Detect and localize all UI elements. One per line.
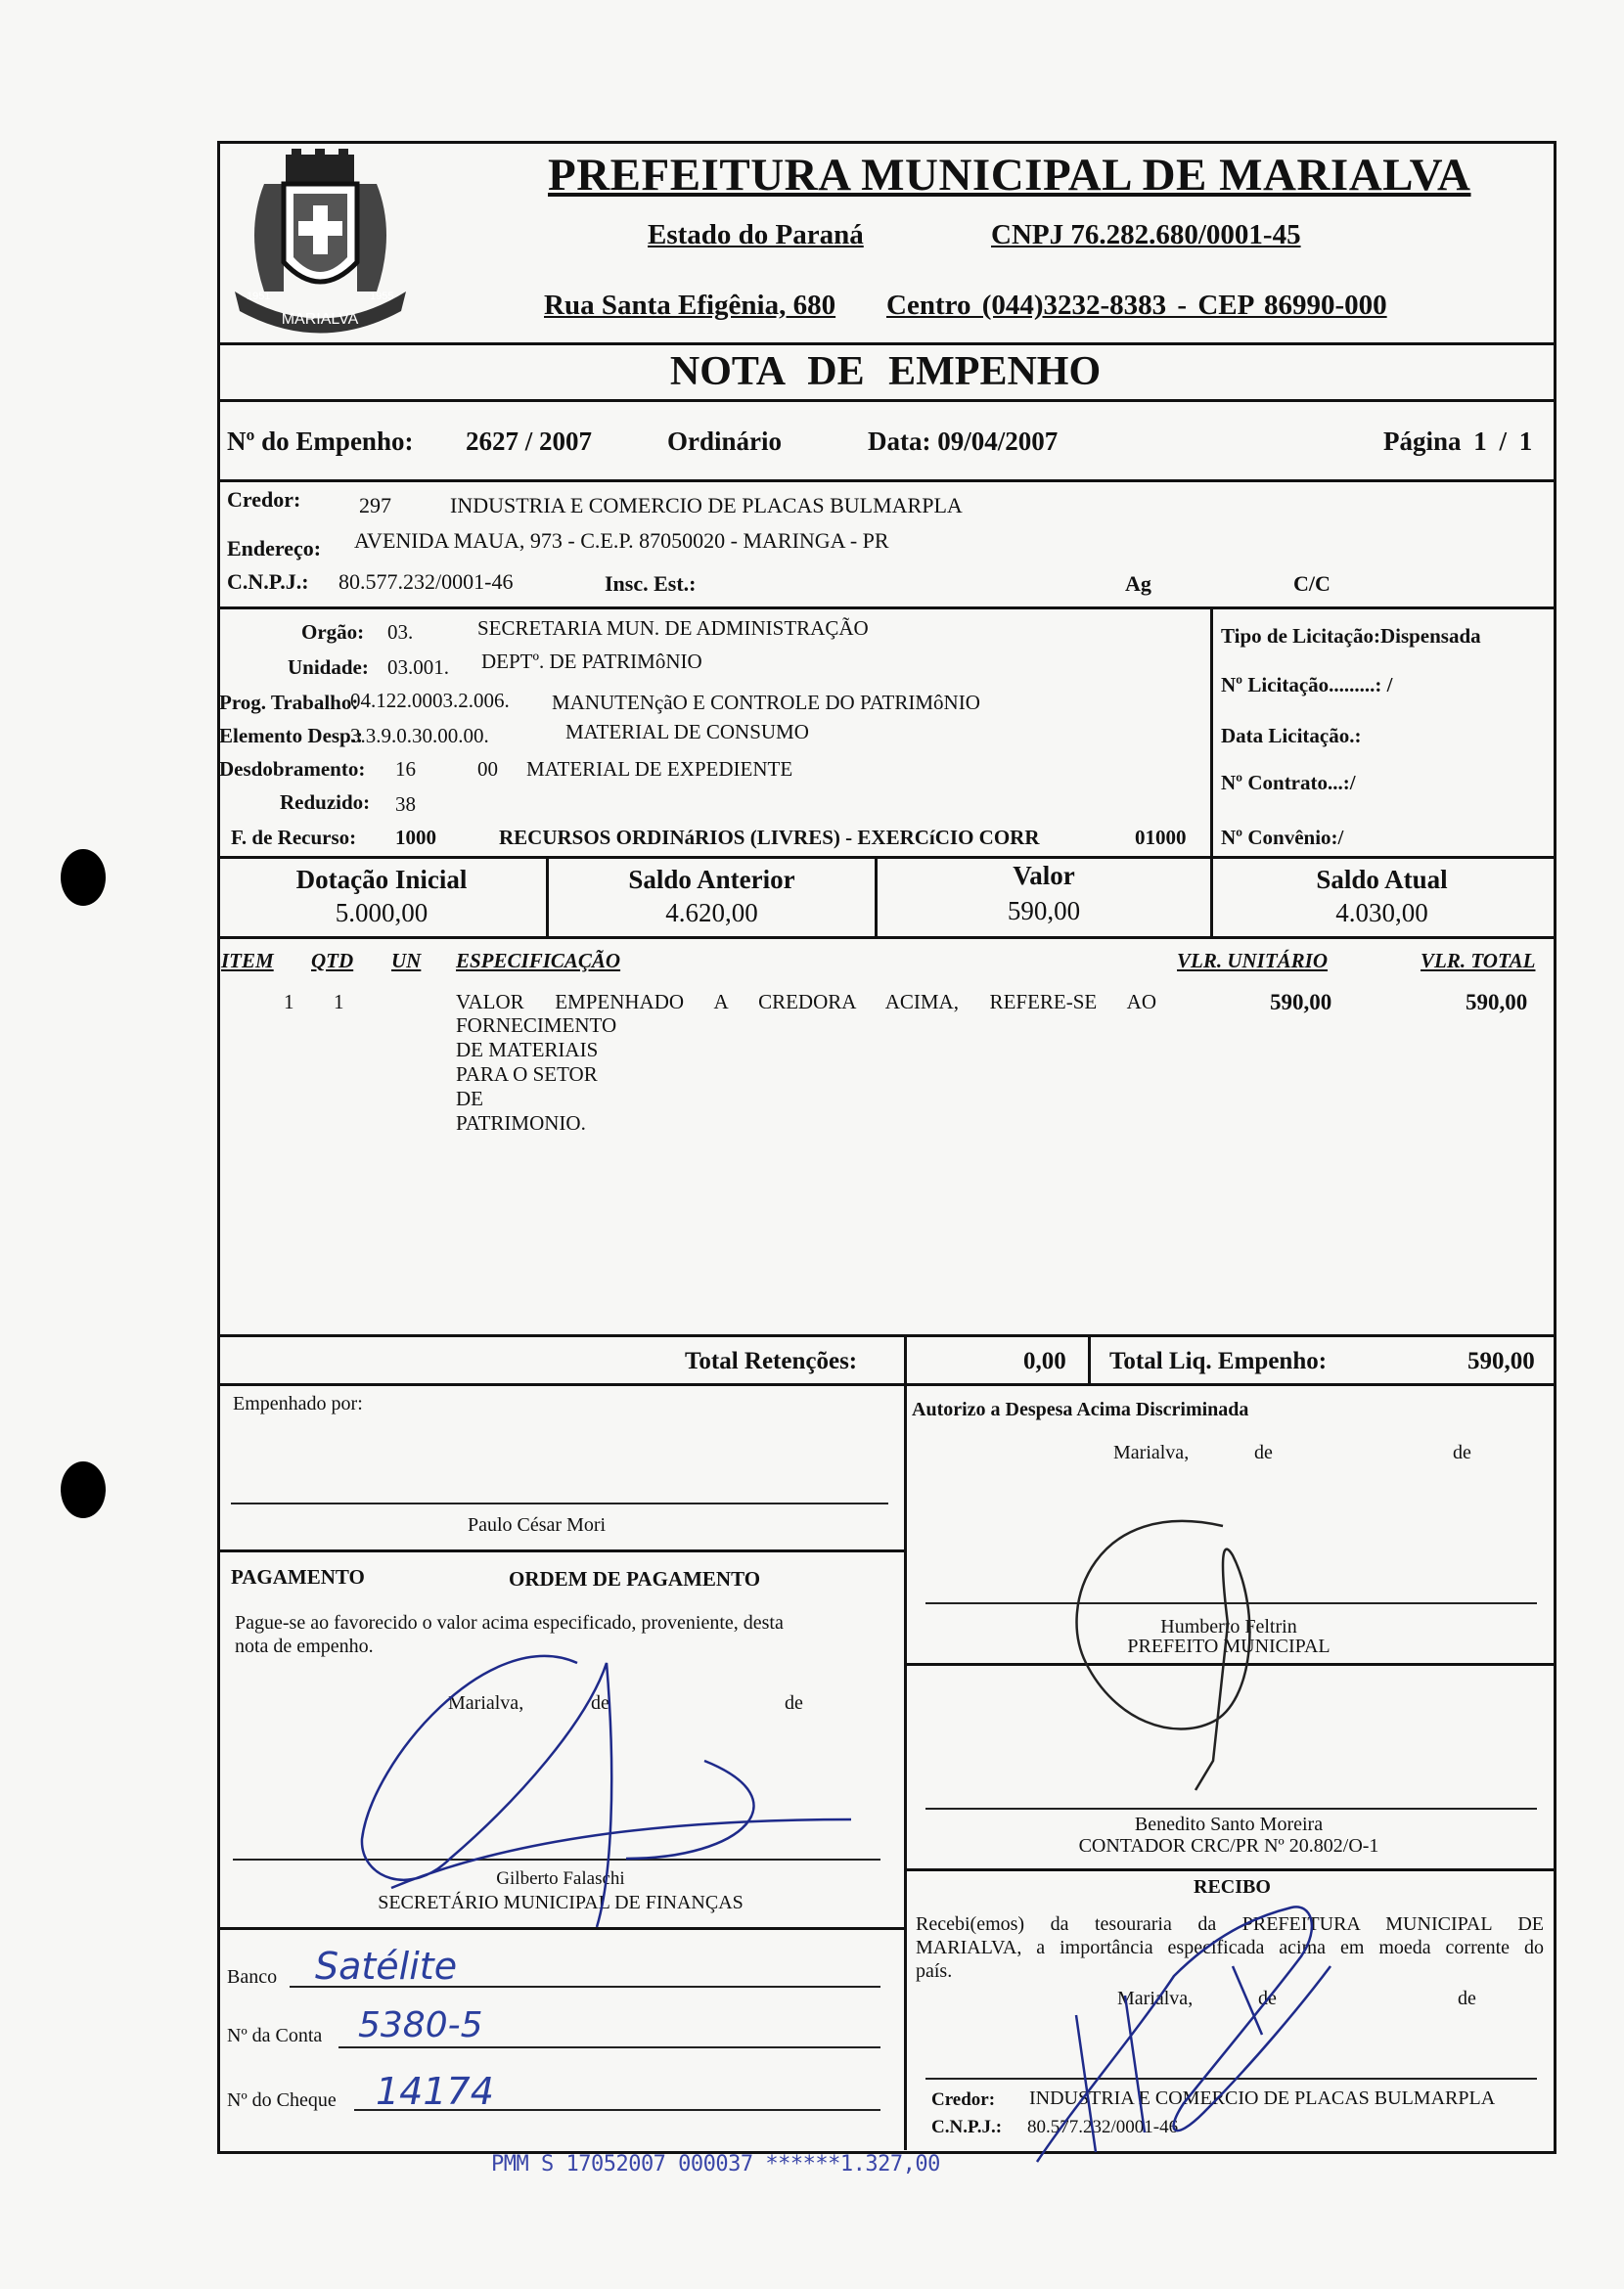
recibo-credor: INDUSTRIA E COMERCIO DE PLACAS BULMARPLA — [1029, 2087, 1496, 2109]
document-title: NOTA DE EMPENHO — [669, 349, 1102, 394]
secretario-cargo: SECRETÁRIO MUNICIPAL DE FINANÇAS — [378, 1892, 744, 1913]
col-unit: VLR. UNITÁRIO — [1177, 949, 1329, 972]
total-liq-label: Total Liq. Empenho: — [1109, 1348, 1328, 1374]
recibo-credor-label: Credor: — [931, 2089, 996, 2110]
col-qtd: QTD — [311, 949, 354, 972]
divider — [904, 1334, 907, 1385]
divider — [217, 936, 1554, 939]
divider — [217, 1549, 904, 1552]
signature-line — [233, 1859, 880, 1861]
total-retencoes-label: Total Retenções: — [685, 1348, 858, 1374]
signature-line — [925, 1602, 1537, 1604]
prefeito-nome: Humberto Feltrin — [1160, 1616, 1297, 1638]
divider — [217, 342, 1554, 345]
banco-label: Banco — [227, 1966, 278, 1988]
empenhado-label: Empenhado por: — [233, 1393, 363, 1414]
header-address2: Centro (044)3232-8383 - CEP 86990-000 — [886, 290, 1387, 321]
cheque-label: Nº do Cheque — [227, 2089, 337, 2111]
empenho-page: Página 1 / 1 — [1383, 426, 1533, 456]
prefeito-cargo: PREFEITO MUNICIPAL — [1127, 1636, 1331, 1657]
credor-label: Credor: — [227, 487, 301, 512]
svg-text:MARIALVA: MARIALVA — [281, 311, 359, 328]
conta-line — [338, 2046, 880, 2048]
divider — [1088, 1334, 1091, 1385]
divider — [217, 606, 1554, 609]
signature-line — [925, 1808, 1537, 1810]
recibo-label: RECIBO — [1194, 1876, 1271, 1898]
total-liq-value: 590,00 — [1467, 1348, 1535, 1374]
credor-cnpj-label: C.N.P.J.: — [227, 569, 309, 594]
total-retencoes-value: 0,00 — [1023, 1348, 1066, 1374]
pagamento-label: PAGAMENTO — [231, 1565, 365, 1589]
col-especificacao: ESPECIFICAÇÃO — [456, 949, 621, 972]
secretario-nome: Gilberto Falaschi — [496, 1868, 625, 1889]
empenhado-nome: Paulo César Mori — [468, 1514, 607, 1536]
pagamento-texto2: nota de empenho. — [235, 1636, 374, 1657]
signature-line — [925, 2078, 1537, 2080]
recibo-texto3: país. — [916, 1960, 953, 1982]
saldo-anterior-value: 4.620,00 — [665, 898, 758, 927]
col-un: UN — [391, 949, 422, 972]
punch-hole-bottom — [61, 1461, 106, 1518]
empenho-number-label: Nº do Empenho: — [227, 426, 414, 456]
svg-text:1951: 1951 — [247, 291, 271, 302]
pagamento-texto1: Pague-se ao favorecido o valor acima especificado, proveniente, desta — [235, 1612, 784, 1634]
col-total: VLR. TOTAL — [1421, 949, 1536, 972]
saldo-anterior-label: Saldo Anterior — [628, 865, 795, 894]
cheque-handwritten: 14174 — [376, 2070, 494, 2113]
pagamento-de2: de — [785, 1692, 803, 1714]
autorizo-cidade: Marialva, — [1113, 1442, 1190, 1463]
dotacao-inicial-label: Dotação Inicial — [295, 865, 468, 894]
header-address: Rua Santa Efigênia, 680 — [544, 290, 836, 321]
saldo-atual-value: 4.030,00 — [1335, 898, 1428, 927]
valor-label: Valor — [1013, 861, 1075, 890]
recibo-cnpj: 80.577.232/0001-46 — [1027, 2117, 1179, 2137]
divider — [217, 1383, 1554, 1386]
insc-est-label: Insc. Est.: — [605, 571, 697, 596]
credor-code: 297 — [359, 493, 391, 517]
empenho-date: Data: 09/04/2007 — [868, 426, 1059, 456]
recibo-cnpj-label: C.N.P.J.: — [931, 2117, 1003, 2137]
municipal-crest-logo — [225, 145, 416, 340]
col-item: ITEM — [221, 949, 274, 972]
recibo-texto1: Recebi(emos) da tesouraria da PREFEITURA MUNICIPAL DE — [916, 1913, 1544, 1935]
divider — [217, 1927, 904, 1930]
header-state: Estado do Paraná — [648, 219, 864, 250]
recibo-texto2: MARIALVA, a importância especificada acima em moeda corrente do — [916, 1937, 1544, 1958]
autorizo-de2: de — [1453, 1442, 1471, 1463]
signature-line — [231, 1503, 888, 1504]
divider — [904, 1383, 907, 2150]
empenho-number: 2627 / 2007 — [466, 426, 593, 456]
divider — [1210, 606, 1213, 856]
divider — [217, 479, 1554, 482]
endereco: AVENIDA MAUA, 973 - C.E.P. 87050020 - MARINGA - PR — [354, 528, 889, 553]
ag-label: Ag — [1125, 571, 1151, 596]
recibo-de1: de — [1258, 1988, 1277, 2009]
recibo-cidade: Marialva, — [1117, 1988, 1194, 2009]
endereco-label: Endereço: — [227, 536, 322, 561]
valor-value: 590,00 — [1007, 896, 1081, 925]
header-cnpj: CNPJ 76.282.680/0001-45 — [991, 219, 1301, 250]
pagamento-de1: de — [591, 1692, 609, 1714]
autorizo-de1: de — [1254, 1442, 1273, 1463]
credor-cnpj: 80.577.232/0001-46 — [338, 569, 514, 594]
svg-text:1955: 1955 — [370, 291, 394, 302]
divider — [904, 1868, 1554, 1871]
credor-name: INDUSTRIA E COMERCIO DE PLACAS BULMARPLA — [450, 493, 963, 517]
saldo-atual-label: Saldo Atual — [1316, 865, 1448, 894]
divider — [217, 856, 1554, 859]
divider — [904, 1663, 1554, 1666]
punch-hole-top — [61, 849, 106, 906]
conta-label: Nº da Conta — [227, 2025, 323, 2046]
dotacao-inicial-value: 5.000,00 — [335, 898, 429, 927]
recibo-de2: de — [1458, 1988, 1476, 2009]
ordem-pagamento-label: ORDEM DE PAGAMENTO — [509, 1567, 761, 1591]
contador-nome: Benedito Santo Moreira — [1134, 1814, 1324, 1835]
autorizo-label: Autorizo a Despesa Acima Discriminada — [912, 1399, 1249, 1420]
payment-stamp: PMM S 17052007 000037 ******1.327,00 — [491, 2152, 940, 2177]
empenho-type: Ordinário — [667, 426, 783, 456]
conta-handwritten: 5380-5 — [358, 2005, 483, 2045]
cc-label: C/C — [1293, 571, 1331, 596]
header-title: PREFEITURA MUNICIPAL DE MARIALVA — [548, 150, 1471, 201]
contador-cargo: CONTADOR CRC/PR Nº 20.802/O-1 — [1078, 1835, 1379, 1857]
pagamento-cidade: Marialva, — [448, 1692, 524, 1714]
divider — [217, 399, 1554, 402]
banco-handwritten: Satélite — [315, 1945, 458, 1988]
divider — [217, 1334, 1554, 1337]
